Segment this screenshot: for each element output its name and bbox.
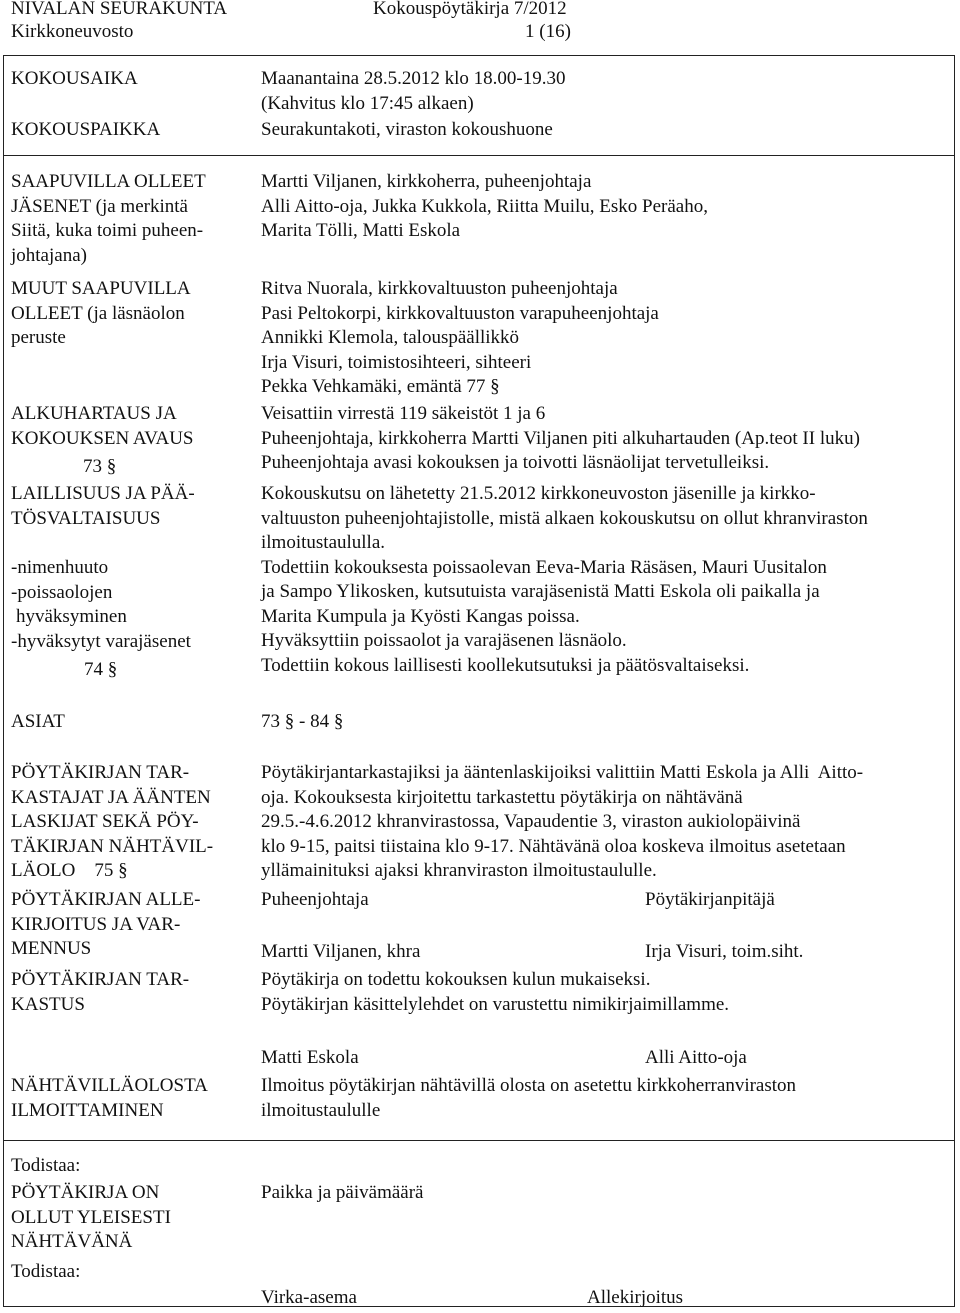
time-value: Maanantaina 28.5.2012 klo 18.00-19.30 — [261, 68, 566, 89]
document-title: Kokouspöytäkirja 7/2012 — [373, 0, 567, 19]
members-label: SAAPUVILLA OLLEET JÄSENET (ja merkintä Siitä, kuka toimi puheen- johtajana) — [11, 171, 206, 266]
notice-label: NÄHTÄVILLÄOLOSTA ILMOITTAMINEN — [11, 1075, 208, 1121]
opening-section: 73 § — [83, 456, 117, 477]
others-list — [261, 277, 659, 400]
opening-label: ALKUHARTAUS JA KOKOUKSEN AVAUS — [11, 403, 194, 449]
legality-sublabels: -nimenhuuto -poissaolojen hyväksyminen -hyväksytyt varajäsenet — [11, 557, 191, 652]
list-item: Martti Viljanen, kirkkoherra, puheenjohtaja — [261, 171, 592, 192]
place-date-field: Paikka ja päivämäärä — [261, 1182, 424, 1203]
list-item: Alli Aitto-oja, Jukka Kukkola, Riitta Muilu, Esko Peräaho, — [261, 195, 708, 217]
secretary-title: Pöytäkirjanpitäjä — [645, 889, 775, 910]
inspectors-text: Pöytäkirjantarkastajiksi ja ääntenlaskijoiksi valittiin Matti Eskola ja Alli Aitto- oja. Kokouksesta kirjoitettu tarkastettu pöytäkirja on nähtävänä 29.5.-4.6.2012 khranvirastossa, Vapaudentie 3, viraston aukiolopäivinä klo 9-15, paitsi tiistaina klo 9-17. Nähtävänä oloa koskeva ilmoitus asetetaan yllämainituksi ajaksi khranviraston ilmoitustaululle. — [261, 762, 864, 881]
chair-name: Martti Viljanen, khra — [261, 941, 421, 962]
legality-text: Kokouskutsu on lähetetty 21.5.2012 kirkkoneuvoston jäsenille ja kirkko- valtuuston puheenjohtajistolle, mistä alkaen kokouskutsu on ollut khranviraston ilmoitustaululla. Todettiin kokouksesta poissaolevan Eeva-Maria Räsäsen, Mauri Uusitalon ja Sampo Ylikosken, kutsutuista varajäsenistä Matti Eskola oli paikalla ja Marita Kumpula ja Kyösti Kangas poissa. Hyväksyttiin poissaolot ja varajäsenen läsnäolo. Todettiin kokous laillisesti koollekutsutuksi ja päätösvaltaiseksi. — [261, 483, 868, 676]
review-label: PÖYTÄKIRJAN TAR- KASTUS — [11, 969, 190, 1015]
body-name: Kirkkoneuvosto — [11, 21, 134, 42]
divider — [3, 1140, 955, 1141]
list-item: Annikki Klemola, talouspäällikkö — [261, 327, 520, 348]
members-list — [261, 170, 708, 244]
certification-label: PÖYTÄKIRJA ON OLLUT YLEISESTI NÄHTÄVÄNÄ — [11, 1182, 171, 1252]
place-label: KOKOUSPAIKKA — [11, 119, 161, 140]
list-item: Pekka Vehkamäki, emäntä 77 § — [261, 376, 500, 397]
secretary-name: Irja Visuri, toim.siht. — [645, 941, 804, 962]
org-name: NIVALAN SEURAKUNTA — [11, 0, 228, 19]
place-value: Seurakuntakoti, viraston kokoushuone — [261, 119, 553, 140]
asiat-label: ASIAT — [11, 711, 65, 732]
certification-prefix: Todistaa: — [11, 1155, 81, 1176]
position-field: Virka-asema — [261, 1287, 357, 1308]
list-item: Marita Tölli, Matti Eskola — [261, 220, 461, 241]
time-note: (Kahvitus klo 17:45 alkaen) — [261, 93, 474, 114]
list-item: Ritva Nuorala, kirkkovaltuuston puheenjohtaja — [261, 278, 618, 299]
signing-label: PÖYTÄKIRJAN ALLE- KIRJOITUS JA VAR- MENNUS — [11, 889, 201, 959]
page-number: 1 (16) — [525, 21, 571, 42]
notice-text: Ilmoitus pöytäkirjan nähtävillä olosta on asetettu kirkkoherranviraston ilmoitustaululle — [261, 1075, 797, 1121]
others-label: MUUT SAAPUVILLA OLLEET (ja läsnäolon peruste — [11, 278, 191, 348]
time-label: KOKOUSAIKA — [11, 68, 138, 89]
list-item: Irja Visuri, toimistosihteeri, sihteeri — [261, 351, 532, 373]
certification-suffix: Todistaa: — [11, 1261, 81, 1282]
chair-title: Puheenjohtaja — [261, 889, 369, 910]
legality-section: 74 § — [84, 659, 118, 680]
divider — [3, 155, 955, 156]
inspectors-label: PÖYTÄKIRJAN TAR- KASTAJAT JA ÄÄNTEN LASKIJAT SEKÄ PÖY- TÄKIRJAN NÄHTÄVIL- LÄOLO 75 § — [11, 762, 214, 881]
review-text: Pöytäkirja on todettu kokouksen kulun mukaiseksi. Pöytäkirjan käsittelylehdet on varustettu nimikirjaimillamme. — [261, 969, 730, 1015]
legality-label: LAILLISUUS JA PÄÄ- TÖSVALTAISUUS — [11, 483, 195, 529]
signature-field: Allekirjoitus — [587, 1287, 684, 1308]
reviewer-2-name: Alli Aitto-oja — [645, 1047, 747, 1068]
reviewer-1-name: Matti Eskola — [261, 1047, 359, 1068]
list-item: Pasi Peltokorpi, kirkkovaltuuston varapuheenjohtaja — [261, 302, 659, 324]
asiat-value: 73 § - 84 § — [261, 711, 344, 732]
opening-text: Veisattiin virrestä 119 säkeistöt 1 ja 6 Puheenjohtaja, kirkkoherra Martti Viljanen piti alkuhartauden (Ap.teot II luku) Puheenjohtaja avasi kokouksen ja toivotti läsnäolijat tervetulleiksi. — [261, 403, 860, 473]
